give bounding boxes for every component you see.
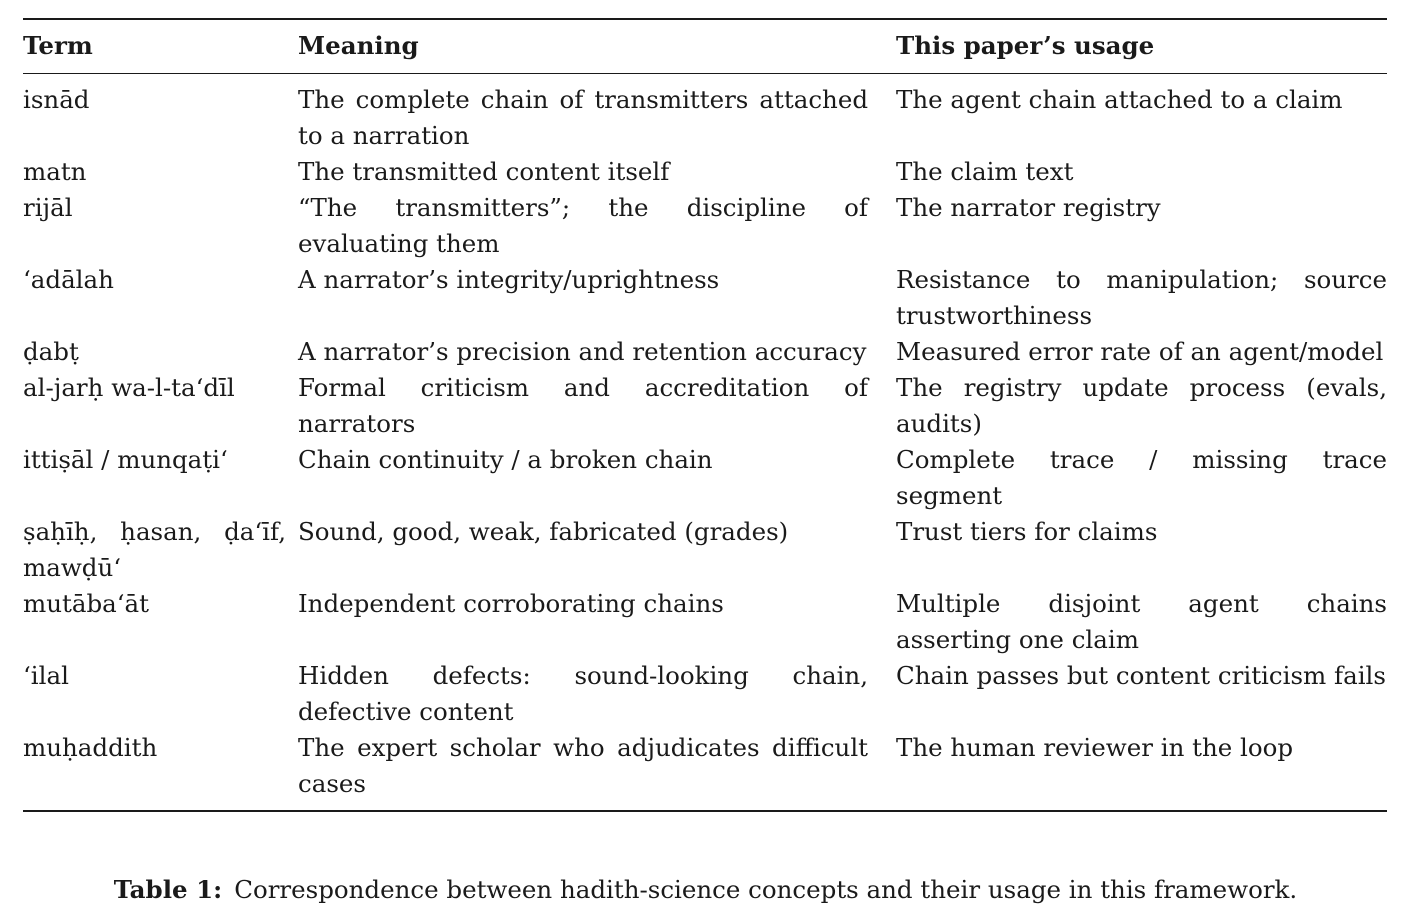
cell-usage: Multiple disjoint agent chains asserting one claim (896, 589, 1387, 654)
cell-term: ‘adālah (23, 265, 114, 294)
cell-term: isnād (23, 85, 90, 114)
cell-term: muḥaddith (23, 733, 158, 762)
header-row (23, 19, 1387, 74)
table-row (23, 658, 1387, 730)
table-row (23, 514, 1387, 586)
cell-meaning: “The transmitters”; the discipline of evaluating them (298, 193, 868, 258)
cell-term: rijāl (23, 193, 73, 222)
cell-meaning: Sound, good, weak, fabricated (grades) (298, 517, 789, 546)
cell-term: matn (23, 157, 87, 186)
table-row (23, 730, 1387, 811)
cell-term: ḍabṭ (23, 337, 79, 366)
cell-term: ‘ilal (23, 661, 69, 690)
table-row (23, 190, 1387, 262)
table-header (23, 19, 1387, 74)
header-usage: This paper’s usage (896, 31, 1155, 60)
cell-meaning: The transmitted content itself (298, 157, 670, 186)
cell-meaning: Independent corroborating chains (298, 589, 724, 618)
cell-term: al-jarḥ wa-l-ta‘dīl (23, 373, 235, 402)
cell-term: mutāba‘āt (23, 589, 149, 618)
table-row (23, 442, 1387, 514)
correspondence-table (23, 18, 1387, 812)
table-row (23, 154, 1387, 190)
table-body (23, 74, 1387, 812)
cell-meaning: A narrator’s precision and retention accuracy (298, 337, 867, 366)
cell-usage: The registry update process (evals, audits) (896, 373, 1387, 438)
table-row (23, 74, 1387, 155)
table-row (23, 334, 1387, 370)
table-row (23, 370, 1387, 442)
cell-meaning: Formal criticism and accreditation of narrators (298, 373, 868, 438)
header-term: Term (23, 31, 93, 60)
table-row (23, 262, 1387, 334)
cell-usage: The human reviewer in the loop (896, 733, 1294, 762)
table-caption (0, 872, 1411, 908)
cell-meaning: A narrator’s integrity/uprightness (298, 265, 720, 294)
cell-usage: Complete trace / missing trace segment (896, 445, 1387, 510)
cell-usage: The narrator registry (896, 193, 1161, 222)
cell-meaning: Hidden defects: sound-looking chain, defective content (298, 661, 868, 726)
table-row (23, 586, 1387, 658)
cell-meaning: Chain continuity / a broken chain (298, 445, 713, 474)
cell-usage: The agent chain attached to a claim (896, 85, 1343, 114)
cell-usage: Resistance to manipulation; source trustworthiness (896, 265, 1387, 330)
cell-usage: Trust tiers for claims (896, 517, 1158, 546)
caption-label: Table 1: (113, 875, 223, 904)
cell-usage: Chain passes but content criticism fails (896, 661, 1386, 690)
cell-meaning: The expert scholar who adjudicates difficult cases (298, 733, 868, 798)
cell-meaning: The complete chain of transmitters attached to a narration (298, 85, 868, 150)
cell-term: ṣaḥīḥ, ḥasan, ḍa‘īf, mawḍū‘ (23, 517, 286, 582)
cell-term: ittiṣāl / munqaṭi‘ (23, 445, 228, 474)
caption-text: Correspondence between hadith-science concepts and their usage in this framework. (234, 875, 1298, 904)
cell-usage: The claim text (896, 157, 1074, 186)
header-meaning: Meaning (298, 31, 419, 60)
cell-usage: Measured error rate of an agent/model (896, 337, 1384, 366)
correspondence-table-container (23, 18, 1387, 812)
